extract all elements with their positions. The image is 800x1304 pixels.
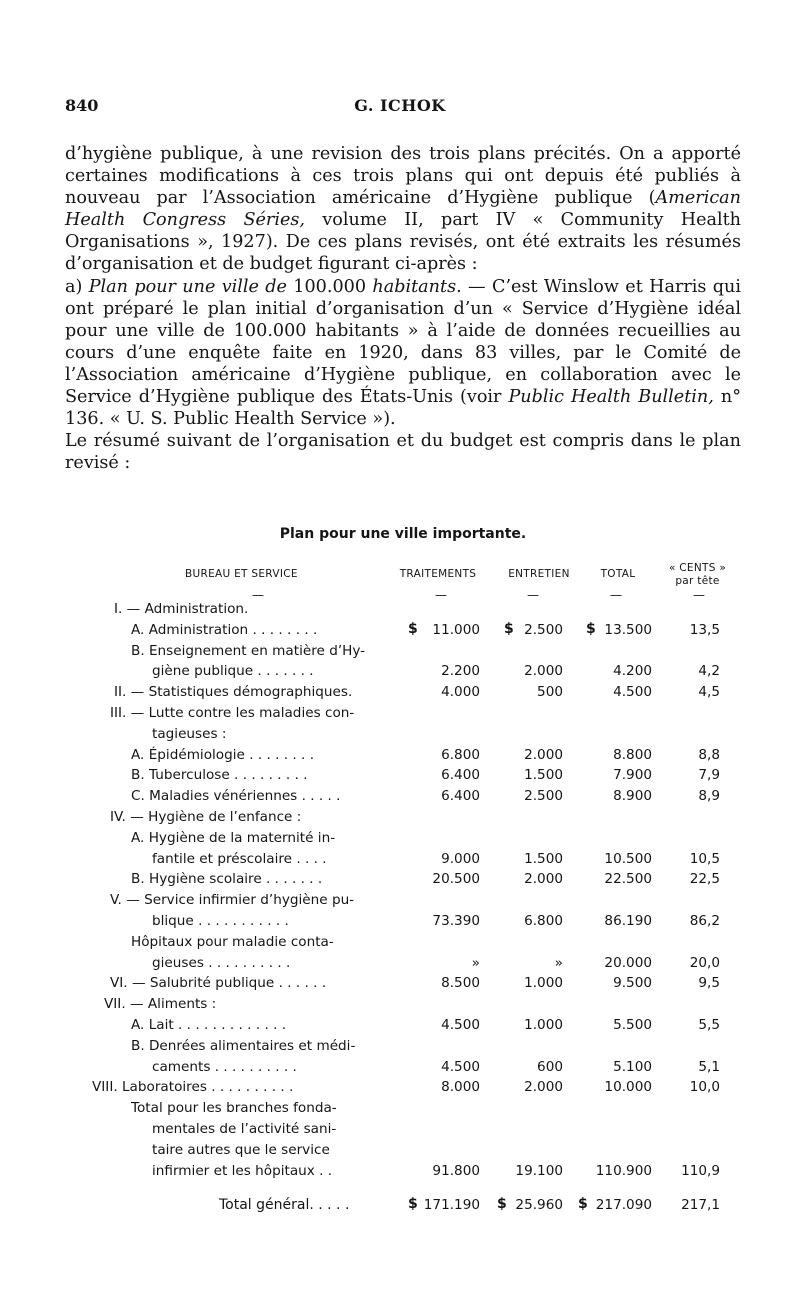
row-label: A. Épidémiologie . . . . . . . . [131, 746, 315, 763]
header-dash: — [252, 588, 264, 602]
total-cell: 86.190 [604, 912, 652, 929]
table-row [0, 1015, 800, 1036]
cents-cell: 8,8 [698, 746, 720, 763]
cents-cell: 22,5 [689, 871, 720, 888]
cents-cell: 4,5 [698, 684, 720, 701]
row-label: A. Hygiène de la maternité in- [131, 829, 336, 846]
entretien-cell: 2.500 [524, 621, 563, 638]
table-row [0, 1036, 800, 1057]
total-cell: 4.200 [613, 663, 652, 680]
table-row [0, 1057, 800, 1078]
total-spacer [0, 1181, 800, 1195]
entretien-cell: 1.500 [524, 767, 563, 784]
entretien-cell: 2.500 [524, 788, 563, 805]
table-row [0, 1161, 800, 1182]
column-header-cents-line-1: « CENTS » [668, 562, 727, 574]
currency-symbol: $ [504, 620, 514, 637]
row-label: II. — Statistiques démographiques. [114, 684, 353, 701]
currency-symbol: $ [408, 1196, 418, 1213]
total-cell: 10.500 [604, 850, 652, 867]
column-header-cents [660, 562, 735, 588]
row-label: Hôpitaux pour maladie conta- [131, 933, 334, 950]
row-label: B. Enseignement en matière d’Hy- [131, 642, 366, 659]
currency-symbol: $ [408, 620, 418, 637]
table-title: Plan pour une ville importante. [279, 526, 527, 542]
row-label: A. Lait . . . . . . . . . . . . . [131, 1016, 287, 1033]
entretien-cell: 2.000 [524, 871, 563, 888]
row-label: VIII. Laboratoires . . . . . . . . . . [92, 1079, 294, 1096]
traitements-cell: 91.800 [432, 1162, 480, 1179]
cents-cell: 110,9 [681, 1162, 720, 1179]
entretien-cell: 2.000 [524, 1079, 563, 1096]
total-cell: 20.000 [604, 954, 652, 971]
currency-symbol: $ [586, 620, 596, 637]
currency-symbol: $ [578, 1196, 588, 1213]
row-label: tagieuses : [152, 725, 227, 742]
total-cell: 5.500 [613, 1016, 652, 1033]
table-row [0, 641, 800, 662]
page-number: 840 [65, 96, 99, 115]
column-header-cents-line-2: par tête [675, 575, 720, 587]
row-label: mentales de l’activité sani- [152, 1120, 337, 1137]
total-cell: 9.500 [613, 975, 652, 992]
column-header-traitements: TRAITEMENTS [399, 568, 477, 580]
row-label: V. — Service infirmier d’hygiène pu- [110, 892, 355, 909]
grand-total-row [0, 1195, 800, 1216]
cents-cell: 13,5 [689, 621, 720, 638]
row-label: IV. — Hygiène de l’enfance : [110, 808, 302, 825]
row-label: infirmier et les hôpitaux . . [152, 1162, 333, 1179]
budget-table [0, 599, 800, 1216]
traitements-cell: 8.000 [441, 1079, 480, 1096]
table-row [0, 890, 800, 911]
body-text [65, 143, 741, 474]
row-label: III. — Lutte contre les maladies con- [110, 704, 355, 721]
total-cell: 8.800 [613, 746, 652, 763]
running-head [65, 96, 735, 122]
row-label: caments . . . . . . . . . . [152, 1058, 297, 1075]
total-cell: 22.500 [604, 871, 652, 888]
table-row [0, 869, 800, 890]
cents-cell: 86,2 [689, 912, 720, 929]
cents-cell: 5,5 [698, 1016, 720, 1033]
entretien-cell: 6.800 [524, 912, 563, 929]
traitements-cell: 4.500 [441, 1016, 480, 1033]
traitements-cell: 20.500 [432, 871, 480, 888]
table-row [0, 703, 800, 724]
total-cell: 4.500 [613, 684, 652, 701]
row-label: Total pour les branches fonda- [131, 1100, 337, 1117]
column-header-entretien: ENTRETIEN [508, 568, 570, 580]
table-row [0, 765, 800, 786]
table-row [0, 953, 800, 974]
traitements-cell: 73.390 [432, 912, 480, 929]
cents-cell: 4,2 [698, 663, 720, 680]
cents-cell: 20,0 [689, 954, 720, 971]
entretien-cell: 1.000 [524, 1016, 563, 1033]
table-row [0, 786, 800, 807]
traitements-cell: 2.200 [441, 663, 480, 680]
traitements-cell: » [471, 954, 480, 971]
cents-cell: 10,5 [689, 850, 720, 867]
row-label: B. Tuberculose . . . . . . . . . [131, 767, 308, 784]
traitements-cell: 9.000 [441, 850, 480, 867]
header-dash: — [693, 588, 705, 602]
row-label: fantile et préscolaire . . . . [152, 850, 327, 867]
total-cell: 8.900 [613, 788, 652, 805]
total-cell: 10.000 [604, 1079, 652, 1096]
grand-total-cents: 217,1 [681, 1197, 720, 1214]
paragraph-3: Le résumé suivant de l’organisation et du budget est compris dans le plan revisé : [65, 431, 741, 474]
row-label: gieuses . . . . . . . . . . [152, 954, 291, 971]
table-row [0, 745, 800, 766]
table-row [0, 1077, 800, 1098]
entretien-cell: 600 [537, 1058, 563, 1075]
table-row [0, 807, 800, 828]
table-row [0, 849, 800, 870]
table-row [0, 1140, 800, 1161]
total-cell: 13.500 [604, 621, 652, 638]
table-row [0, 599, 800, 620]
table-row [0, 682, 800, 703]
total-cell: 5.100 [613, 1058, 652, 1075]
table-row [0, 911, 800, 932]
cents-cell: 9,5 [698, 975, 720, 992]
cents-cell: 10,0 [689, 1079, 720, 1096]
header-dash: — [610, 588, 622, 602]
table-row [0, 620, 800, 641]
entretien-cell: 2.000 [524, 663, 563, 680]
traitements-cell: 6.800 [441, 746, 480, 763]
row-label: I. — Administration. [114, 601, 249, 617]
column-header-total: TOTAL [600, 568, 636, 580]
header-dash: — [435, 588, 447, 602]
row-label: giène publique . . . . . . . [152, 663, 314, 680]
table-row [0, 973, 800, 994]
table-row [0, 932, 800, 953]
grand-total-label: Total général. . . . . [219, 1197, 350, 1214]
table-row [0, 994, 800, 1015]
total-cell: 7.900 [613, 767, 652, 784]
row-label: VI. — Salubrité publique . . . . . . [110, 975, 327, 992]
entretien-cell: » [554, 954, 563, 971]
running-title: G. ICHOK [354, 96, 446, 115]
column-header-bureau: BUREAU ET SERVICE [185, 568, 298, 580]
traitements-cell: 4.000 [441, 684, 480, 701]
table-row [0, 1119, 800, 1140]
grand-total-traitements: 171.190 [423, 1197, 480, 1214]
row-label: blique . . . . . . . . . . . [152, 912, 289, 929]
entretien-cell: 500 [537, 684, 563, 701]
table-row [0, 1098, 800, 1119]
row-label: C. Maladies vénériennes . . . . . [131, 788, 341, 805]
entretien-cell: 2.000 [524, 746, 563, 763]
paragraph-1: d’hygiène publique, à une revision des trois plans précités. On a apporté certaines modifications à ces trois plans qui ont depuis été publiés à nouveau par l’Association américaine d’Hygiène publique (American Health Congress Séries, volume II, part IV « Community Health Organisations », 1927). De ces plans revisés, ont été extraits les résumés d’organisation et de budget figurant ci-après : [65, 144, 741, 275]
entretien-cell: 19.100 [515, 1162, 563, 1179]
cents-cell: 7,9 [698, 767, 720, 784]
entretien-cell: 1.000 [524, 975, 563, 992]
table-row [0, 724, 800, 745]
row-label: taire autres que le service [152, 1141, 330, 1158]
row-label: VII. — Aliments : [104, 996, 217, 1013]
row-label: B. Hygiène scolaire . . . . . . . [131, 871, 323, 888]
header-dash: — [527, 588, 539, 602]
table-row [0, 828, 800, 849]
traitements-cell: 8.500 [441, 975, 480, 992]
traitements-cell: 6.400 [441, 767, 480, 784]
cents-cell: 5,1 [698, 1058, 720, 1075]
grand-total-entretien: 25.960 [515, 1197, 563, 1214]
total-cell: 110.900 [595, 1162, 652, 1179]
traitements-cell: 11.000 [432, 621, 480, 638]
traitements-cell: 4.500 [441, 1058, 480, 1075]
row-label: B. Denrées alimentaires et médi- [131, 1037, 356, 1054]
table-row [0, 661, 800, 682]
grand-total-total: 217.090 [595, 1197, 652, 1214]
paragraph-2: a) Plan pour une ville de 100.000 habitants. — C’est Winslow et Harris qui ont préparé le plan initial d’organisation d’un « Service d’Hygiène idéal pour une ville de 100.000 habitants » à l’aide de données recueillies au cours d’une enquête faite en 1920, dans 83 villes, par le Comité de l’Association américaine d’Hygiène publique, en collaboration avec le Service d’Hygiène publique des États-Unis (voir Public Health Bulletin, n° 136. « U. S. Public Health Service »). [65, 276, 741, 430]
cents-cell: 8,9 [698, 788, 720, 805]
entretien-cell: 1.500 [524, 850, 563, 867]
currency-symbol: $ [497, 1196, 507, 1213]
traitements-cell: 6.400 [441, 788, 480, 805]
row-label: A. Administration . . . . . . . . [131, 621, 318, 638]
